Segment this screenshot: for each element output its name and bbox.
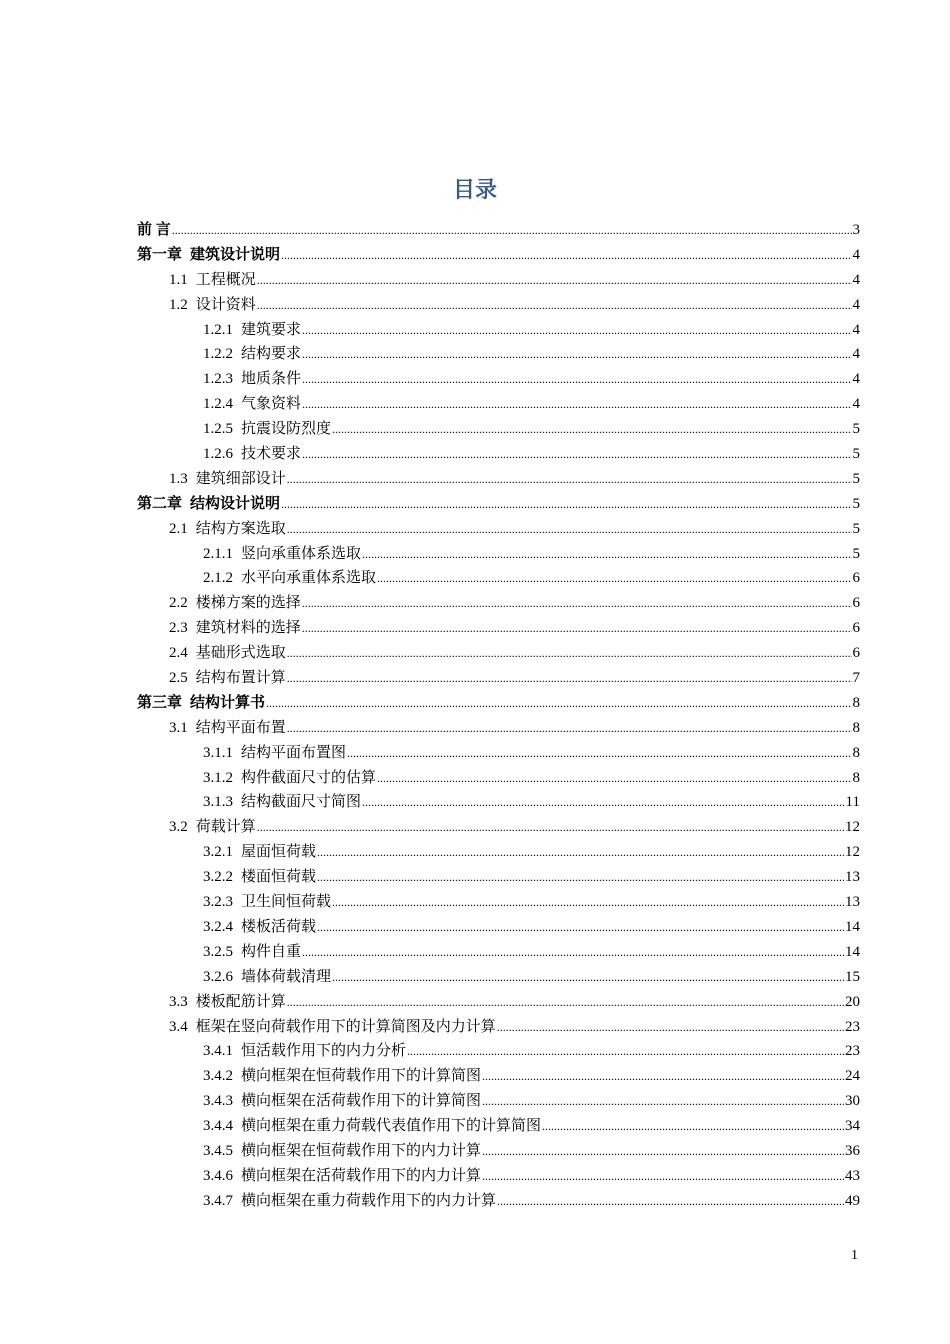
toc-entry[interactable]	[137, 218, 860, 243]
toc-entry-label: 建筑要求	[241, 321, 302, 338]
toc-entry-number: 1.2.6	[203, 446, 233, 463]
toc-entry-page: 5	[852, 421, 860, 438]
toc-entry-page: 5	[852, 446, 860, 463]
toc-dot-leader	[302, 940, 844, 965]
toc-dot-leader	[287, 641, 852, 666]
toc-entry-label: 结构设计说明	[190, 495, 281, 512]
toc-entry-page: 6	[852, 620, 860, 637]
toc-dot-leader	[302, 616, 852, 641]
toc-entry-number: 1.2.2	[203, 346, 233, 363]
toc-entry-page: 8	[852, 694, 860, 711]
toc-entry-number: 2.2	[169, 595, 188, 612]
toc-entry-page: 14	[845, 918, 860, 935]
toc-dot-leader	[302, 318, 851, 343]
toc-entry-page: 5	[852, 470, 860, 487]
toc-entry-page: 5	[852, 495, 860, 512]
toc-entry[interactable]	[137, 741, 860, 766]
toc-entry[interactable]	[137, 1015, 860, 1040]
toc-entry-label: 卫生间恒荷载	[241, 894, 332, 911]
toc-entry[interactable]	[137, 1189, 860, 1214]
toc-entry[interactable]	[137, 591, 860, 616]
toc-entry[interactable]	[137, 293, 860, 318]
toc-entry-label: 楼板配筋计算	[195, 993, 286, 1010]
toc-dot-leader	[377, 766, 851, 791]
toc-entry-label: 结构截面尺寸简图	[241, 794, 362, 811]
toc-entry-label: 设计资料	[195, 296, 256, 313]
toc-dot-leader	[332, 890, 844, 915]
toc-entry-number: 3.4	[169, 1018, 188, 1035]
toc-dot-leader	[482, 1064, 844, 1089]
toc-entry-label: 横向框架在活荷载作用下的内力计算	[241, 1167, 482, 1184]
toc-dot-leader	[347, 741, 851, 766]
toc-dot-leader	[482, 1139, 844, 1164]
toc-entry-number: 前 言	[137, 222, 171, 238]
toc-entry-number: 1.2	[169, 296, 188, 313]
toc-entry-number: 第三章	[137, 694, 183, 711]
toc-entry-label: 建筑细部设计	[195, 470, 286, 487]
toc-entry-number: 2.4	[169, 645, 188, 662]
toc-entry-page: 4	[852, 271, 860, 288]
toc-entry[interactable]	[137, 566, 860, 591]
toc-dot-leader	[317, 915, 844, 940]
toc-entry-page: 13	[845, 894, 860, 911]
toc-entry-label: 横向框架在恒荷载作用下的内力计算	[241, 1142, 482, 1159]
toc-entry-page: 8	[852, 744, 860, 761]
toc-entry-label: 地质条件	[241, 371, 302, 388]
toc-entry-page: 4	[852, 371, 860, 388]
toc-entry-label: 楼面恒荷载	[241, 869, 317, 886]
toc-dot-leader	[257, 268, 852, 293]
toc-entry-number: 3.4.5	[203, 1142, 233, 1159]
toc-dot-leader	[497, 1015, 844, 1040]
toc-entry[interactable]	[137, 1139, 860, 1164]
toc-entry[interactable]	[137, 716, 860, 741]
toc-entry-label: 水平向承重体系选取	[241, 570, 377, 587]
toc-entry-page: 13	[845, 869, 860, 886]
toc-entry-page: 8	[852, 719, 860, 736]
toc-entry-label: 结构要求	[241, 346, 302, 363]
toc-entry-page: 34	[845, 1118, 860, 1135]
toc-entry[interactable]	[137, 865, 860, 890]
toc-entry-number: 3.1.3	[203, 794, 233, 811]
toc-entry-number: 1.2.1	[203, 321, 233, 338]
toc-entry-page: 4	[852, 246, 860, 263]
toc-entry-page: 6	[852, 570, 860, 587]
toc-entry-number: 1.3	[169, 470, 188, 487]
toc-dot-leader	[362, 542, 851, 567]
toc-entry-number: 3.2.4	[203, 918, 233, 935]
toc-entry[interactable]	[137, 790, 860, 815]
toc-entry-label: 横向框架在活荷载作用下的计算简图	[241, 1093, 482, 1110]
toc-entry-page: 6	[852, 595, 860, 612]
toc-entry-label: 楼梯方案的选择	[195, 595, 301, 612]
toc-entry-page: 36	[845, 1142, 860, 1159]
toc-entry-label: 横向框架在重力荷载作用下的内力计算	[241, 1192, 497, 1209]
toc-entry[interactable]	[137, 840, 860, 865]
toc-entry-number: 3.1.2	[203, 769, 233, 786]
toc-entry-label: 荷载计算	[195, 819, 256, 836]
toc-dot-leader	[302, 591, 852, 616]
toc-dot-leader	[482, 1164, 844, 1189]
toc-entry-number: 1.2.3	[203, 371, 233, 388]
toc-entry-label: 结构计算书	[190, 694, 266, 711]
toc-entry-page: 5	[852, 545, 860, 562]
toc-entry-number: 3.3	[169, 993, 188, 1010]
toc-entry-page: 14	[845, 943, 860, 960]
toc-entry-page: 30	[845, 1093, 860, 1110]
toc-dot-leader	[407, 1039, 844, 1064]
toc-entry-label: 抗震设防烈度	[241, 421, 332, 438]
toc-dot-leader	[497, 1189, 844, 1214]
toc-entry[interactable]	[137, 492, 860, 517]
toc-entry[interactable]	[137, 666, 860, 691]
toc-entry-number: 3.2	[169, 819, 188, 836]
toc-entry-number: 2.1.1	[203, 545, 233, 562]
toc-entry[interactable]	[137, 815, 860, 840]
toc-entry-label: 构件截面尺寸的估算	[241, 769, 377, 786]
toc-entry-number: 3.2.3	[203, 894, 233, 911]
toc-entry-label: 基础形式选取	[195, 645, 286, 662]
toc-entry[interactable]	[137, 367, 860, 392]
toc-dot-leader	[266, 691, 851, 716]
toc-entry-number: 3.4.6	[203, 1167, 233, 1184]
toc-dot-leader	[257, 293, 852, 318]
toc-entry-number: 2.3	[169, 620, 188, 637]
toc-entry[interactable]	[137, 1064, 860, 1089]
toc-entry[interactable]	[137, 641, 860, 666]
toc-entry-page: 5	[852, 520, 860, 537]
toc-entry-number: 3.4.7	[203, 1192, 233, 1209]
toc-entry-page: 12	[845, 819, 860, 836]
page-number: 1	[851, 1248, 858, 1263]
toc-entry-page: 4	[852, 296, 860, 313]
toc-entry[interactable]	[137, 1089, 860, 1114]
toc-entry-label: 横向框架在恒荷载作用下的计算简图	[241, 1068, 482, 1085]
toc-entry[interactable]	[137, 616, 860, 641]
toc-entry-number: 3.2.6	[203, 968, 233, 985]
toc-entry[interactable]	[137, 1039, 860, 1064]
toc-entry-number: 2.1.2	[203, 570, 233, 587]
toc-dot-leader	[287, 990, 844, 1015]
toc-dot-leader	[302, 367, 851, 392]
toc-entry-page: 23	[845, 1018, 860, 1035]
toc-entry-page: 49	[845, 1192, 860, 1209]
toc-entry-number: 2.1	[169, 520, 188, 537]
toc-entry[interactable]	[137, 417, 860, 442]
toc-entry-label: 建筑材料的选择	[195, 620, 301, 637]
toc-entry[interactable]	[137, 517, 860, 542]
toc-entry-label: 竖向承重体系选取	[241, 545, 362, 562]
toc-entry[interactable]	[137, 392, 860, 417]
toc-entry-label: 气象资料	[241, 396, 302, 413]
toc-entry-page: 8	[852, 769, 860, 786]
toc-entry-number: 3.1	[169, 719, 188, 736]
toc-entry[interactable]	[137, 1164, 860, 1189]
toc-entry-page: 15	[845, 968, 860, 985]
toc-entry[interactable]	[137, 268, 860, 293]
toc-entry-label: 结构方案选取	[195, 520, 286, 537]
toc-entry-label: 恒活载作用下的内力分析	[241, 1043, 407, 1060]
toc-entry-number: 第一章	[137, 246, 183, 263]
toc-entry-label: 技术要求	[241, 446, 302, 463]
toc-entry-page: 43	[845, 1167, 860, 1184]
toc-entry-page: 7	[852, 670, 860, 687]
toc-entry[interactable]	[137, 318, 860, 343]
toc-entry-number: 3.4.3	[203, 1093, 233, 1110]
toc-entry-number: 3.1.1	[203, 744, 233, 761]
toc-entry-label: 框架在竖向荷载作用下的计算简图及内力计算	[195, 1018, 496, 1035]
toc-entry-number: 3.2.2	[203, 869, 233, 886]
toc-entry-label: 工程概况	[195, 271, 256, 288]
toc-dot-leader	[332, 965, 844, 990]
toc-dot-leader	[302, 392, 851, 417]
toc-dot-leader	[172, 218, 852, 243]
toc-entry[interactable]	[137, 691, 860, 716]
toc-entry-number: 第二章	[137, 495, 183, 512]
toc-entry-number: 3.2.5	[203, 943, 233, 960]
toc-entry-number: 2.5	[169, 670, 188, 687]
toc-entry[interactable]	[137, 940, 860, 965]
toc-entry-page: 11	[845, 794, 860, 811]
toc-entry[interactable]	[137, 965, 860, 990]
toc-entry-page: 24	[845, 1068, 860, 1085]
table-of-contents	[137, 218, 860, 1214]
toc-entry-page: 20	[845, 993, 860, 1010]
toc-entry-label: 横向框架在重力荷载代表值作用下的计算简图	[241, 1118, 542, 1135]
toc-dot-leader	[317, 865, 844, 890]
toc-dot-leader	[281, 492, 851, 517]
toc-entry[interactable]	[137, 342, 860, 367]
toc-entry-label: 屋面恒荷载	[241, 844, 317, 861]
toc-entry[interactable]	[137, 243, 860, 268]
toc-entry-page: 4	[852, 396, 860, 413]
toc-dot-leader	[257, 815, 844, 840]
toc-dot-leader	[377, 566, 851, 591]
toc-dot-leader	[317, 840, 844, 865]
toc-dot-leader	[482, 1089, 844, 1114]
toc-entry[interactable]	[137, 1114, 860, 1139]
toc-entry-page: 3	[852, 222, 860, 238]
toc-entry[interactable]	[137, 915, 860, 940]
toc-entry-page: 12	[845, 844, 860, 861]
toc-dot-leader	[332, 417, 851, 442]
toc-entry[interactable]	[137, 766, 860, 791]
toc-entry[interactable]	[137, 990, 860, 1015]
toc-entry-label: 结构平面布置	[195, 719, 286, 736]
toc-entry-label: 构件自重	[241, 943, 302, 960]
toc-entry-label: 墙体荷载清理	[241, 968, 332, 985]
toc-entry[interactable]	[137, 542, 860, 567]
toc-title: 目录	[452, 178, 497, 203]
toc-entry-number: 3.4.2	[203, 1068, 233, 1085]
toc-entry-number: 1.1	[169, 271, 188, 288]
toc-entry-page: 4	[852, 346, 860, 363]
toc-dot-leader	[287, 666, 852, 691]
toc-entry-page: 4	[852, 321, 860, 338]
toc-entry-label: 结构平面布置图	[241, 744, 347, 761]
toc-entry-number: 1.2.5	[203, 421, 233, 438]
toc-entry[interactable]	[137, 442, 860, 467]
toc-entry[interactable]	[137, 890, 860, 915]
toc-entry-number: 1.2.4	[203, 396, 233, 413]
toc-entry-number: 3.4.4	[203, 1118, 233, 1135]
toc-entry-label: 楼板活荷载	[241, 918, 317, 935]
toc-dot-leader	[542, 1114, 844, 1139]
toc-dot-leader	[362, 790, 845, 815]
toc-entry-page: 6	[852, 645, 860, 662]
toc-entry-page: 23	[845, 1043, 860, 1060]
toc-dot-leader	[287, 716, 852, 741]
toc-dot-leader	[302, 442, 851, 467]
toc-dot-leader	[287, 467, 852, 492]
toc-entry-number: 3.2.1	[203, 844, 233, 861]
toc-entry-label: 结构布置计算	[195, 670, 286, 687]
toc-dot-leader	[281, 243, 851, 268]
toc-dot-leader	[287, 517, 852, 542]
toc-entry[interactable]	[137, 467, 860, 492]
toc-entry-label: 建筑设计说明	[190, 246, 281, 263]
toc-dot-leader	[302, 342, 851, 367]
toc-entry-number: 3.4.1	[203, 1043, 233, 1060]
